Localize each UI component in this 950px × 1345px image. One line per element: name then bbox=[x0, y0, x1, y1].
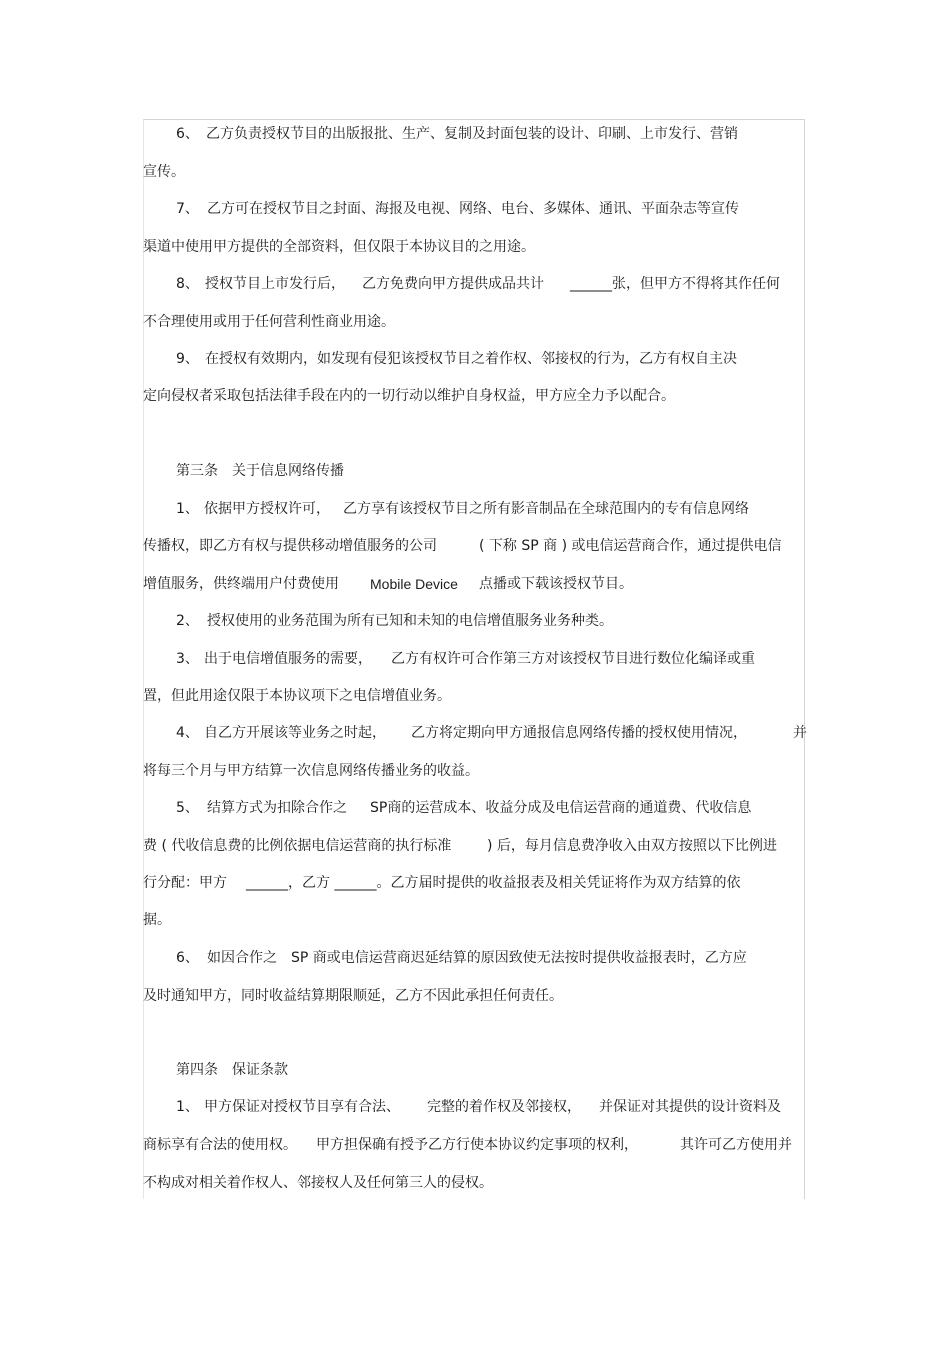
clause-text: 点播或下载该授权节目。 bbox=[479, 576, 633, 592]
article-heading-number: 第四条 bbox=[176, 1062, 218, 1078]
clause-text: 费 ( 代收信息费的比例依据电信运营商的执行标准 bbox=[143, 838, 452, 854]
clause-text: 不构成对相关着作权人、邻接权人及任何第三人的侵权。 bbox=[143, 1175, 493, 1191]
clause-text: 甲方保证对授权节目享有合法、 bbox=[204, 1099, 400, 1115]
blank-field-text: ______，乙方 ______。乙方届时提供的收益报表及相关凭证将作为双方结算的依 bbox=[246, 875, 741, 891]
clause-text: 乙方将定期向甲方通报信息网络传播的授权使用情况， bbox=[411, 725, 747, 741]
clause-text: 授权使用的业务范围为所有已知和未知的电信增值服务业务种类。 bbox=[207, 613, 613, 629]
clause-number: 3、 bbox=[176, 651, 199, 667]
clause-text: 自乙方开展该等业务之时起， bbox=[204, 725, 386, 741]
article-heading-title: 保证条款 bbox=[232, 1062, 288, 1078]
article-heading-number: 第三条 bbox=[176, 463, 218, 479]
clause-text: 不合理使用或用于任何营利性商业用途。 bbox=[143, 314, 395, 330]
clause-number: 9、 bbox=[176, 351, 199, 367]
clause-number: 1、 bbox=[176, 1099, 199, 1115]
clause-text: 定向侵权者采取包括法律手段在内的一切行动以维护自身权益，甲方应全力予以配合。 bbox=[143, 388, 675, 404]
clause-text: 并保证对其提供的设计资料及 bbox=[599, 1099, 781, 1115]
clause-text: 其许可乙方使用并 bbox=[680, 1137, 792, 1153]
clause-number: 5、 bbox=[176, 800, 199, 816]
clause-text: 乙方享有该授权节目之所有影音制品在全球范围内的专有信息网络 bbox=[343, 501, 749, 517]
clause-number: 1、 bbox=[176, 501, 199, 517]
clause-number: 6、 bbox=[176, 950, 199, 966]
clause-text: 完整的着作权及邻接权， bbox=[427, 1099, 581, 1115]
clause-number: 2、 bbox=[176, 613, 199, 629]
clause-text: SP商的运营成本、收益分成及电信运营商的通道费、代收信息 bbox=[370, 800, 752, 816]
clause-number: 4、 bbox=[176, 725, 199, 741]
clause-term-mobile-device: Mobile Device bbox=[370, 576, 458, 592]
clause-text: 及时通知甲方，同时收益结算期限顺延，乙方不因此承担任何责任。 bbox=[143, 988, 563, 1004]
clause-text: 传播权，即乙方有权与提供移动增值服务的公司 bbox=[143, 538, 437, 554]
clause-number: 8、 bbox=[176, 276, 199, 292]
clause-text: 在授权有效期内，如发现有侵犯该授权节目之着作权、邻接权的行为，乙方有权自主决 bbox=[205, 351, 737, 367]
clause-text: 出于电信增值服务的需要， bbox=[204, 651, 372, 667]
clause-text: 置，但此用途仅限于本协议项下之电信增值业务。 bbox=[143, 688, 451, 704]
clause-text: SP 商或电信运营商迟延结算的原因致使无法按时提供收益报表时，乙方应 bbox=[291, 950, 747, 966]
clause-text: 增值服务，供终端用户付费使用 bbox=[143, 576, 339, 592]
clause-number: 7、 bbox=[176, 201, 199, 217]
clause-text: ) 后，每月信息费净收入由双方按照以下比例进 bbox=[487, 838, 777, 854]
blank-field-text: ______张，但甲方不得将其作任何 bbox=[570, 276, 780, 292]
clause-text: 授权节目上市发行后， bbox=[205, 276, 345, 292]
clause-text: 乙方负责授权节目的出版报批、生产、复制及封面包装的设计、印刷、上市发行、营销 bbox=[206, 126, 738, 142]
clause-text: 乙方有权许可合作第三方对该授权节目进行数位化编译或重 bbox=[391, 651, 755, 667]
clause-text: 结算方式为扣除合作之 bbox=[207, 800, 347, 816]
clause-text: 宣传。 bbox=[143, 164, 185, 180]
clause-text: 据。 bbox=[143, 912, 171, 928]
clause-text: 并 bbox=[793, 725, 807, 741]
clause-text: 行分配：甲方 bbox=[143, 875, 227, 891]
clause-text: 渠道中使用甲方提供的全部资料，但仅限于本协议目的之用途。 bbox=[143, 239, 535, 255]
clause-text: 依据甲方授权许可， bbox=[204, 501, 330, 517]
clause-text: 如因合作之 bbox=[207, 950, 277, 966]
clause-text: ( 下称 SP 商 ) 或电信运营商合作，通过提供电信 bbox=[479, 538, 782, 554]
clause-text: 商标享有合法的使用权。 bbox=[143, 1137, 297, 1153]
article-heading-title: 关于信息网络传播 bbox=[232, 463, 344, 479]
clause-text: 乙方免费向甲方提供成品共计 bbox=[362, 276, 544, 292]
clause-text: 乙方可在授权节目之封面、海报及电视、网络、电台、多媒体、通讯、平面杂志等宣传 bbox=[207, 201, 739, 217]
clause-number: 6、 bbox=[176, 126, 199, 142]
clause-text: 将每三个月与甲方结算一次信息网络传播业务的收益。 bbox=[143, 763, 479, 779]
clause-text: 甲方担保确有授予乙方行使本协议约定事项的权利， bbox=[316, 1137, 638, 1153]
